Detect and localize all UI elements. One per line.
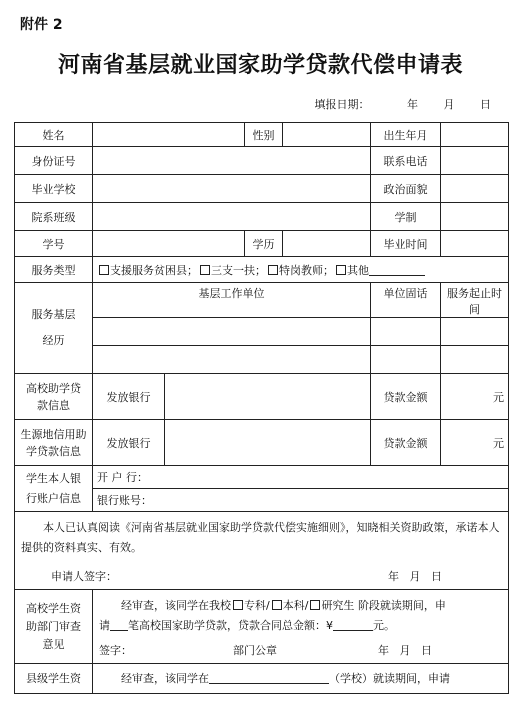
- bank-account-line1: 学生本人银: [26, 471, 81, 485]
- school-value[interactable]: [93, 175, 371, 203]
- campus-bank-label: 发放银行: [93, 374, 165, 420]
- service-period-cell[interactable]: [441, 318, 509, 346]
- id-number-value[interactable]: [93, 147, 371, 175]
- school-review-p2: 请 笔高校国家助学贷款，贷款合同总金额：¥ 元。: [99, 618, 395, 632]
- political-value[interactable]: [441, 175, 509, 203]
- applicant-sign-label: 申请人签字：: [51, 569, 117, 583]
- option-special-teacher: 特岗教师；: [279, 263, 334, 277]
- student-no-value[interactable]: [93, 231, 245, 257]
- declaration-text: 本人已认真阅读《河南省基层就业国家助学贷款代偿实施细则》，知晓相关资助政策，承诺本人提供的资料真实、有效。: [21, 520, 500, 554]
- county-review-label: 县级学生资: [15, 664, 93, 694]
- option-poverty-county: 支援服务贫困县；: [110, 263, 198, 277]
- school-review-p1: 经审查，该同学在我校 专科/ 本科/ 研究生 阶段就读期间，申: [121, 598, 446, 612]
- checkbox-three-supports[interactable]: [200, 265, 210, 275]
- campus-amount-label: 贷款金额: [371, 374, 441, 420]
- unit-phone-cell[interactable]: [371, 318, 441, 346]
- origin-bank-label: 发放银行: [93, 420, 165, 466]
- birth-label: 出生年月: [371, 123, 441, 147]
- bank-account-no-label: 银行账号：: [97, 494, 152, 507]
- grad-time-value[interactable]: [441, 231, 509, 257]
- county-review-content: [93, 664, 509, 694]
- checkbox-other[interactable]: [336, 265, 346, 275]
- gender-value[interactable]: [283, 123, 371, 147]
- school-review-line1: 高校学生资: [26, 601, 81, 615]
- school-review-date: 年 月 日: [378, 643, 432, 657]
- declaration-cell: [15, 512, 509, 590]
- campus-loan-label: [15, 374, 93, 420]
- declaration-sign-row: [21, 568, 502, 584]
- work-unit-cell[interactable]: [93, 318, 371, 346]
- unit-phone-cell[interactable]: [371, 346, 441, 374]
- service-base-label: [15, 283, 93, 374]
- service-base-line1: 服务基层: [31, 308, 76, 321]
- fill-date-year: 年: [407, 98, 418, 111]
- attachment-label: 附件 2: [20, 17, 63, 33]
- birth-value[interactable]: [441, 123, 509, 147]
- schooling-years-value[interactable]: [441, 203, 509, 231]
- phone-value[interactable]: [441, 147, 509, 175]
- opening-bank-label: 开 户 行：: [97, 471, 148, 484]
- contract-amount-blank[interactable]: [333, 630, 373, 631]
- department-value[interactable]: [93, 203, 371, 231]
- opening-bank-field[interactable]: [93, 466, 509, 489]
- option-other: 其他: [347, 263, 369, 277]
- campus-bank-value[interactable]: [165, 374, 371, 420]
- school-review-label: [15, 590, 93, 664]
- degree-value[interactable]: [283, 231, 371, 257]
- political-label: 政治面貌: [371, 175, 441, 203]
- service-period-cell[interactable]: [441, 346, 509, 374]
- checkbox-special-teacher[interactable]: [268, 265, 278, 275]
- bank-account-label: [15, 466, 93, 512]
- county-school-blank[interactable]: [209, 683, 329, 684]
- service-type-options: [93, 257, 509, 283]
- campus-amount-yuan: 元: [441, 374, 509, 420]
- grad-time-label: 毕业时间: [371, 231, 441, 257]
- county-review-p1: 经审查，该同学在 （学校）就读期间，申请: [121, 672, 450, 685]
- origin-bank-value[interactable]: [165, 420, 371, 466]
- fill-date-day: 日: [480, 98, 491, 111]
- degree-label: 学历: [245, 231, 283, 257]
- origin-loan-label: [15, 420, 93, 466]
- fill-date-label: 填报日期：: [314, 98, 370, 111]
- school-review-content: [93, 590, 509, 664]
- service-type-label: 服务类型: [15, 257, 93, 283]
- school-review-sign-row: [99, 642, 502, 658]
- name-label: 姓名: [15, 123, 93, 147]
- service-base-line2: 经历: [42, 334, 65, 347]
- id-number-label: 身份证号: [15, 147, 93, 175]
- school-label: 毕业学校: [15, 175, 93, 203]
- checkbox-junior-college[interactable]: [233, 600, 243, 610]
- name-value[interactable]: [93, 123, 245, 147]
- origin-loan-line2: 学贷款信息: [26, 444, 81, 458]
- application-form: [14, 122, 509, 694]
- department-label: 院系班级: [15, 203, 93, 231]
- bank-account-field[interactable]: [93, 489, 509, 512]
- checkbox-poverty-county[interactable]: [99, 265, 109, 275]
- work-unit-cell[interactable]: [93, 346, 371, 374]
- bank-account-line2: 行账户信息: [26, 491, 81, 505]
- origin-amount-yuan: 元: [441, 420, 509, 466]
- campus-loan-line2: 款信息: [37, 398, 70, 412]
- department-stamp-label: 部门公章: [233, 643, 277, 657]
- option-three-supports: 三支一扶；: [211, 263, 266, 277]
- fill-date-month: 月: [443, 98, 455, 111]
- schooling-years-label: 学制: [371, 203, 441, 231]
- declaration-date: 年 月 日: [388, 569, 442, 583]
- loan-count-blank[interactable]: [110, 630, 128, 631]
- unit-phone-header: 单位固话: [371, 283, 441, 318]
- school-review-line3: 意见: [42, 637, 65, 651]
- gender-label: 性别: [245, 123, 283, 147]
- student-no-label: 学号: [15, 231, 93, 257]
- fill-date: [315, 96, 492, 112]
- origin-loan-line1: 生源地信用助: [20, 427, 87, 441]
- campus-loan-line1: 高校助学贷: [26, 381, 81, 395]
- school-review-sign-label: 签字：: [99, 643, 132, 657]
- other-blank[interactable]: [369, 275, 425, 276]
- phone-label: 联系电话: [371, 147, 441, 175]
- origin-amount-label: 贷款金额: [371, 420, 441, 466]
- checkbox-graduate[interactable]: [310, 600, 320, 610]
- school-review-line2: 助部门审查: [26, 619, 81, 633]
- page-title: 河南省基层就业国家助学贷款代偿申请表: [57, 52, 463, 78]
- service-period-header: 服务起止时间: [441, 283, 509, 318]
- work-unit-header: 基层工作单位: [93, 283, 371, 318]
- checkbox-undergraduate[interactable]: [272, 600, 282, 610]
